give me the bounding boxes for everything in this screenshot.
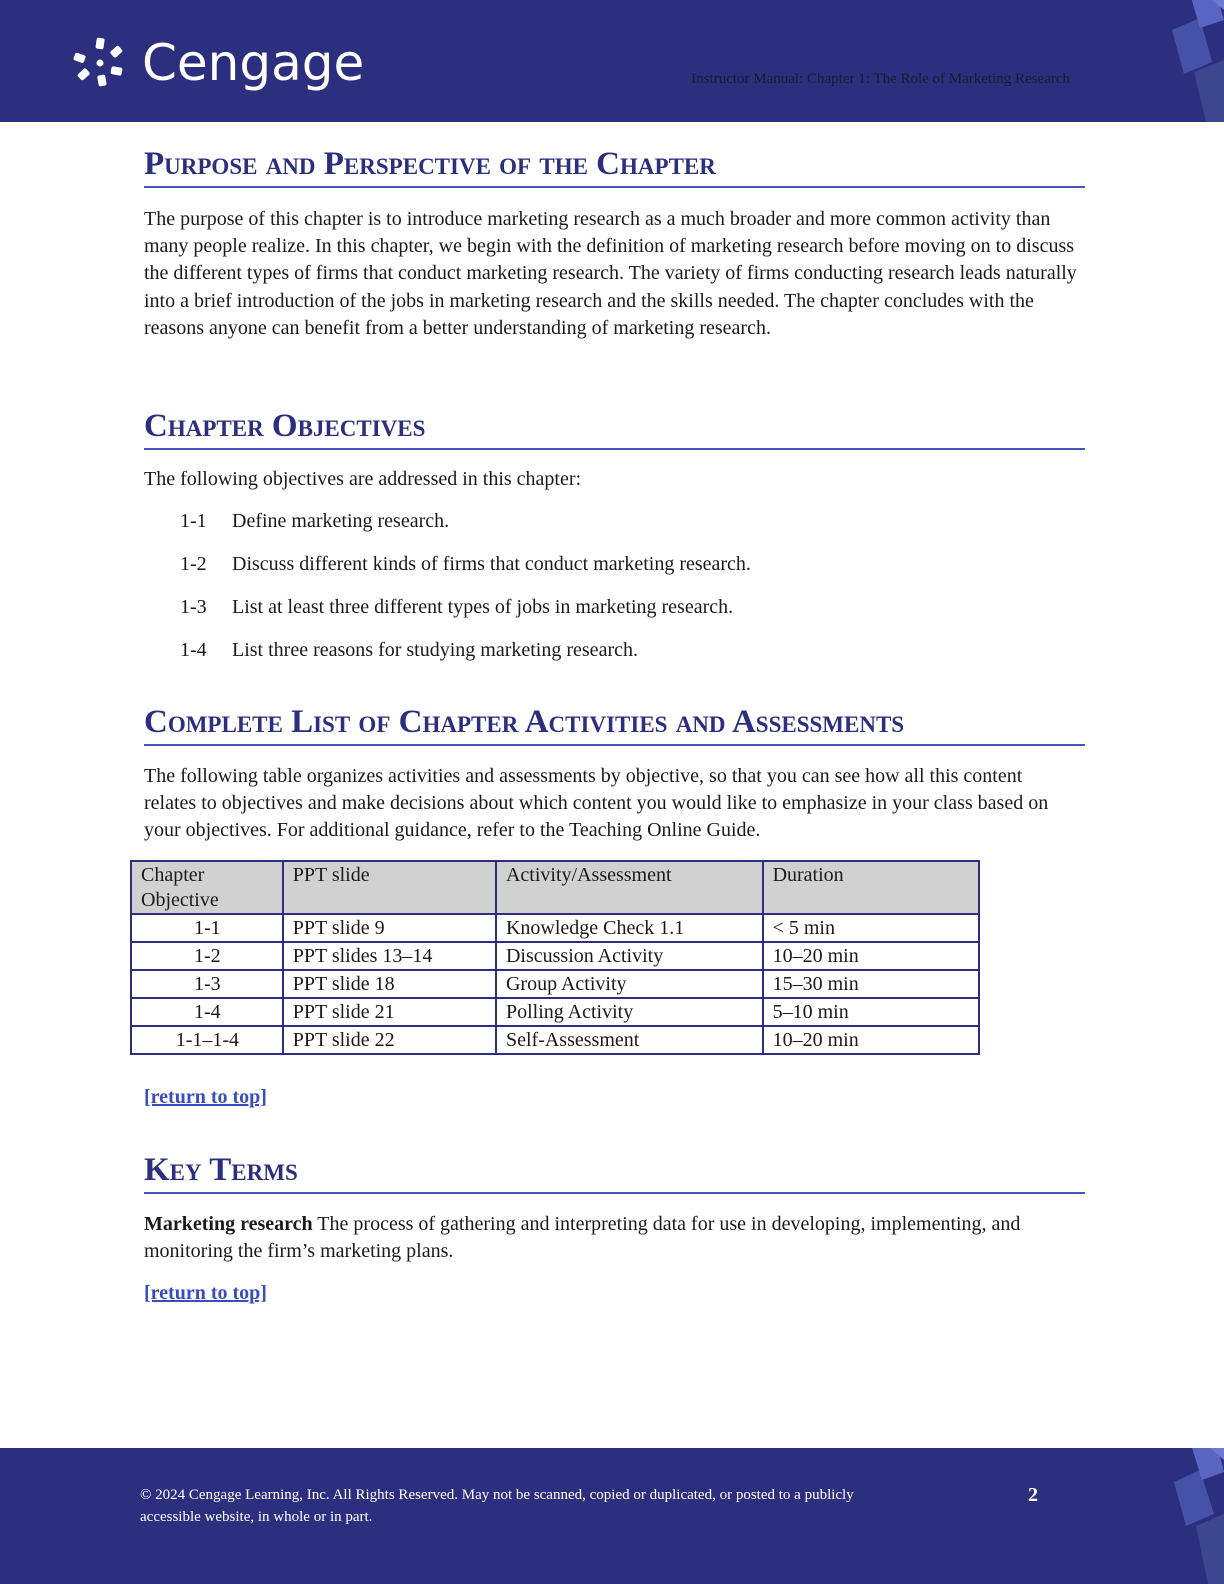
cengage-logo-icon xyxy=(72,34,130,92)
key-term-label: Marketing research xyxy=(144,1213,313,1235)
brand-name: Cengage xyxy=(142,34,365,92)
cell-activity: Group Activity xyxy=(496,970,763,998)
objective-number: 1-1 xyxy=(180,510,207,532)
objective-text: List at least three different types of jobs in marketing research. xyxy=(232,596,734,618)
decorative-corner-shape xyxy=(1134,1448,1224,1584)
objective-number: 1-4 xyxy=(180,639,207,661)
cell-activity: Self-Assessment xyxy=(496,1026,763,1054)
column-header-activity: Activity/Assessment xyxy=(496,861,763,914)
activities-intro: The following table organizes activities and assessments by objective, so that you can see how all this content relates to objectives and make decisions about which content you would like to emphasize in your class based on your objectives. For additional guidance, refer to the Teaching Online Guide. xyxy=(144,765,1049,842)
cell-ppt-slide: PPT slides 13–14 xyxy=(283,942,496,970)
cell-ppt-slide: PPT slide 18 xyxy=(283,970,496,998)
cell-objective: 1-2 xyxy=(131,942,283,970)
column-header-ppt-slide: PPT slide xyxy=(283,861,496,914)
cell-duration: < 5 min xyxy=(763,914,979,942)
cell-ppt-slide: PPT slide 9 xyxy=(283,914,496,942)
cell-activity: Knowledge Check 1.1 xyxy=(496,914,763,942)
page-footer xyxy=(0,1448,1224,1584)
return-to-top-link[interactable]: [return to top] xyxy=(144,1086,267,1108)
section-heading-objectives: Chapter Objectives xyxy=(144,406,1085,450)
cell-duration: 10–20 min xyxy=(763,942,979,970)
purpose-paragraph: The purpose of this chapter is to introduce marketing research as a much broader and more common activity than many people realize. In this chapter, we begin with the definition of marketing research before moving on to discuss the different types of firms that conduct marketing research. The variety of firms conducting research leads naturally into a brief introduction of the jobs in marketing research and the skills needed. The chapter concludes with the reasons anyone can benefit from a better understanding of marketing research. xyxy=(144,208,1077,339)
cell-duration: 10–20 min xyxy=(763,1026,979,1054)
objectives-list xyxy=(180,508,751,680)
objective-number: 1-3 xyxy=(180,596,207,618)
section-heading-key-terms: Key Terms xyxy=(144,1150,1085,1194)
copyright-notice: © 2024 Cengage Learning, Inc. All Rights Reserved. May not be scanned, copied or duplicated, or posted to a publicly accessible website, in whole or in part. xyxy=(140,1487,854,1525)
cell-ppt-slide: PPT slide 21 xyxy=(283,998,496,1026)
cell-activity: Discussion Activity xyxy=(496,942,763,970)
objective-text: Discuss different kinds of firms that conduct marketing research. xyxy=(232,553,751,575)
cell-duration: 15–30 min xyxy=(763,970,979,998)
section-heading-purpose: Purpose and Perspective of the Chapter xyxy=(144,144,1085,188)
column-header-duration: Duration xyxy=(763,861,979,914)
cengage-logo[interactable] xyxy=(72,34,364,92)
table-row xyxy=(131,914,979,942)
cell-activity: Polling Activity xyxy=(496,998,763,1026)
page-number: 2 xyxy=(1028,1484,1038,1506)
cell-objective: 1-4 xyxy=(131,998,283,1026)
cell-objective: 1-3 xyxy=(131,970,283,998)
table-header-row xyxy=(131,861,979,914)
objective-item xyxy=(180,508,751,551)
objective-item xyxy=(180,637,751,680)
table-row xyxy=(131,1026,979,1054)
column-header-objective: Chapter Objective xyxy=(131,861,283,914)
objective-item xyxy=(180,594,751,637)
section-heading-activities: Complete List of Chapter Activities and Assessments xyxy=(144,702,1085,746)
table-row xyxy=(131,942,979,970)
objective-text: Define marketing research. xyxy=(232,510,450,532)
cell-duration: 5–10 min xyxy=(763,998,979,1026)
objective-text: List three reasons for studying marketing research. xyxy=(232,639,638,661)
table-row xyxy=(131,970,979,998)
page-header xyxy=(0,0,1224,122)
key-term-definition: The process of gathering and interpreting data for use in developing, implementing, and monitoring the firm’s marketing plans. xyxy=(144,1213,1021,1263)
cell-ppt-slide: PPT slide 22 xyxy=(283,1026,496,1054)
objective-item xyxy=(180,551,751,594)
cell-objective: 1-1 xyxy=(131,914,283,942)
key-term-entry xyxy=(144,1211,1079,1265)
objective-number: 1-2 xyxy=(180,553,207,575)
table-row xyxy=(131,998,979,1026)
return-to-top-link[interactable]: [return to top] xyxy=(144,1282,267,1304)
objectives-intro: The following objectives are addressed in this chapter: xyxy=(144,468,582,490)
decorative-corner-shape xyxy=(1134,0,1224,122)
cell-objective: 1-1–1-4 xyxy=(131,1026,283,1054)
activities-table xyxy=(130,860,980,1055)
document-title: Instructor Manual: Chapter 1: The Role of Marketing Research xyxy=(691,71,1070,87)
